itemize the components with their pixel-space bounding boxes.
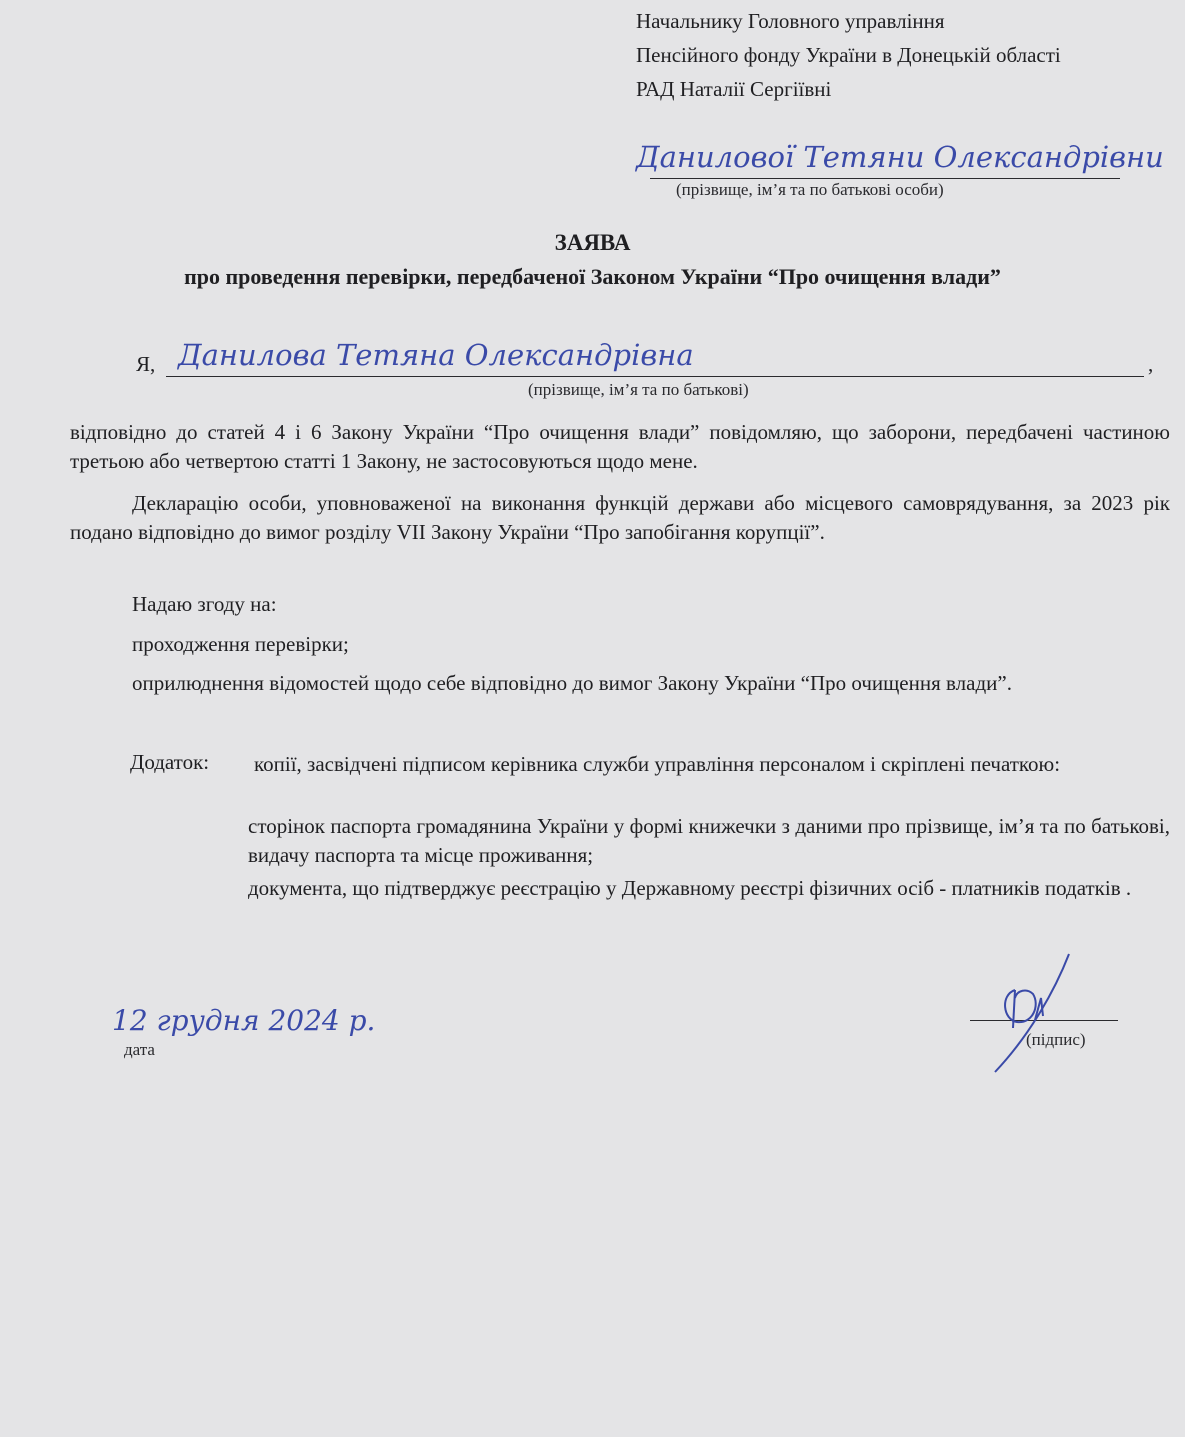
self-handwritten-name: Данилова Тетяна Олександрівна [178,338,694,372]
self-underline [166,376,1144,377]
addressee-line-1: Начальнику Головного управління [636,9,945,33]
date-caption: дата [124,1040,155,1059]
consent-item-1: проходження перевірки; [132,632,349,656]
consent-intro: Надаю згоду на: [132,592,277,616]
document-subtitle: про проведення перевірки, передбаченої Законом України “Про очищення влади” [184,264,1001,289]
date-handwritten: 12 грудня 2024 р. [112,1004,376,1037]
self-suffix: , [1148,352,1154,376]
consent-item-2: оприлюднення відомостей щодо себе відповідно до вимог Закону України “Про очищення влади”. [132,671,1012,695]
signature-mark [985,950,1085,1075]
attachment-label: Додаток: [130,750,210,774]
paragraph-2: Декларацію особи, уповноваженої на виконання функцій держави або місцевого самоврядування, за 2023 рік подано відповідно до вимог розділу VII Закону України “Про запобігання корупції”. [70,491,1170,544]
addressee-line-2: Пенсійного фонду України в Донецькій області [636,43,1061,67]
attachment-item-2: сторінок паспорта громадянина України у формі книжечки з даними про прізвище, ім’я та по батькові, видачу паспорта та місце проживання; [248,814,1170,867]
applicant-handwritten-name: Данилової Тетяни Олександрівни [636,140,1164,174]
attachment-item-3: документа, що підтверджує реєстрацію у Державному реєстрі фізичних осіб - платників податків . [248,876,1132,900]
self-caption: (прізвище, ім’я та по батькові) [528,380,749,399]
addressee-block [636,4,1061,106]
applicant-underline [650,178,1120,179]
attachment-item-1: копії, засвідчені підписом керівника служби управління персоналом і скріплені печаткою: [254,752,1061,776]
applicant-caption: (прізвище, ім’я та по батькові особи) [676,180,944,199]
self-prefix: Я, [136,352,156,376]
paragraph-1: відповідно до статей 4 і 6 Закону України “Про очищення влади” повідомляю, що заборони, передбачені частиною третьою або четвертою статті 1 Закону, не застосовуються щодо мене. [70,420,1170,473]
addressee-line-3: РАД Наталії Сергіївні [636,77,832,101]
document-title: ЗАЯВА [554,230,631,255]
signature-caption: (підпис) [1026,1030,1086,1049]
